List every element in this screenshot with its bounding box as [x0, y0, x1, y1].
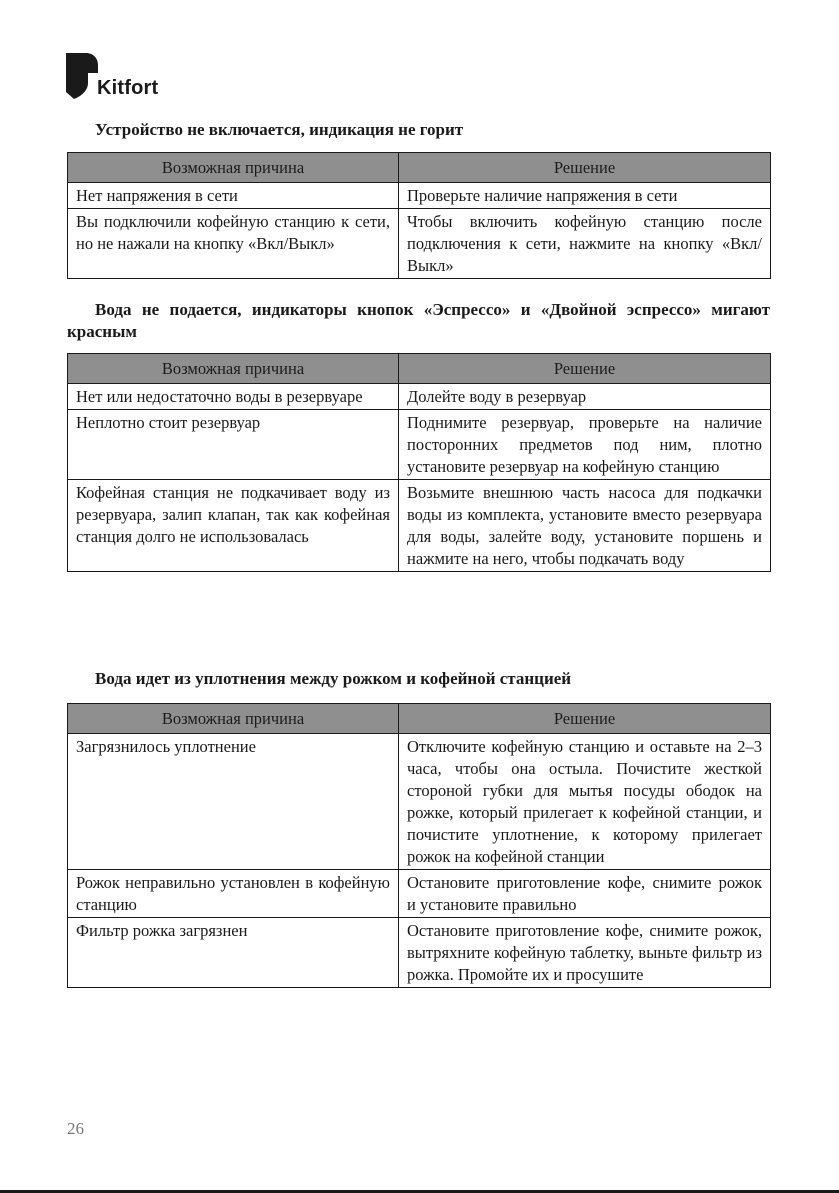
solution-cell: Остановите приготовление кофе, снимите рожок, вытряхните кофейную таблетку, выньте фильтр из рожка. Промойте их и просушите: [399, 918, 771, 988]
troubleshooting-table: [67, 353, 771, 572]
table-row: [68, 918, 771, 988]
table-row: [68, 183, 771, 209]
solution-cell: Возьмите внешнюю часть насоса для подкачки воды из комплекта, установите вместо резервуара для воды, залейте воду, установите поршень и нажмите на него, чтобы подкачать воду: [399, 480, 771, 572]
cause-cell: Вы подключили кофейную станцию к сети, но не нажали на кнопку «Вкл/Выкл»: [68, 209, 399, 279]
table-row: [68, 870, 771, 918]
solution-cell: Долейте воду в резервуар: [399, 384, 771, 410]
solution-cell: Отключите кофейную станцию и оставьте на 2–3 часа, чтобы она остыла. Почистите жесткой стороной губки для мытья посуды ободок на рожке, который прилегает к кофейной станции, и почистите уплотнение, к которому прилегает рожок на кофейной станции: [399, 734, 771, 870]
section-heading: Вода идет из уплотнения между рожком и кофейной станцией: [95, 669, 572, 688]
solution-cell: Проверьте наличие напряжения в сети: [399, 183, 771, 209]
solution-cell: Остановите приготовление кофе, снимите рожок и установите правильно: [399, 870, 771, 918]
table-row: [68, 209, 771, 279]
column-header-solution: Решение: [399, 153, 771, 183]
cause-cell: Нет напряжения в сети: [68, 183, 399, 209]
solution-cell: Чтобы включить кофейную станцию после подключения к сети, нажмите на кнопку «Вкл/Выкл»: [399, 209, 771, 279]
table-row: [68, 734, 771, 870]
section-heading: Устройство не включается, индикация не горит: [95, 120, 464, 139]
cause-cell: Фильтр рожка загрязнен: [68, 918, 399, 988]
table-row: [68, 410, 771, 480]
section-heading: Вода не подается, индикаторы кнопок «Эспрессо» и «Двойной эспрессо» мигают красным: [67, 300, 770, 341]
cause-cell: Нет или недостаточно воды в резервуаре: [68, 384, 399, 410]
column-header-solution: Решение: [399, 354, 771, 384]
table-header-row: [68, 354, 771, 384]
troubleshooting-table: [67, 703, 771, 988]
column-header-solution: Решение: [399, 704, 771, 734]
troubleshooting-table: [67, 152, 771, 279]
cause-cell: Неплотно стоит резервуар: [68, 410, 399, 480]
page-number: 26: [67, 1119, 84, 1138]
table-row: [68, 384, 771, 410]
cause-cell: Загрязнилось уплотнение: [68, 734, 399, 870]
brand-name: Kitfort: [97, 77, 159, 99]
column-header-cause: Возможная причина: [68, 354, 399, 384]
cause-cell: Кофейная станция не подкачивает воду из резервуара, залип клапан, так как кофейная станция долго не использовалась: [68, 480, 399, 572]
table-header-row: [68, 153, 771, 183]
solution-cell: Поднимите резервуар, проверьте на наличие посторонних предметов под ним, плотно установите резервуар на кофейную станцию: [399, 410, 771, 480]
column-header-cause: Возможная причина: [68, 153, 399, 183]
kitfort-logo-icon: [66, 53, 98, 99]
table-header-row: [68, 704, 771, 734]
table-row: [68, 480, 771, 572]
column-header-cause: Возможная причина: [68, 704, 399, 734]
cause-cell: Рожок неправильно установлен в кофейную станцию: [68, 870, 399, 918]
